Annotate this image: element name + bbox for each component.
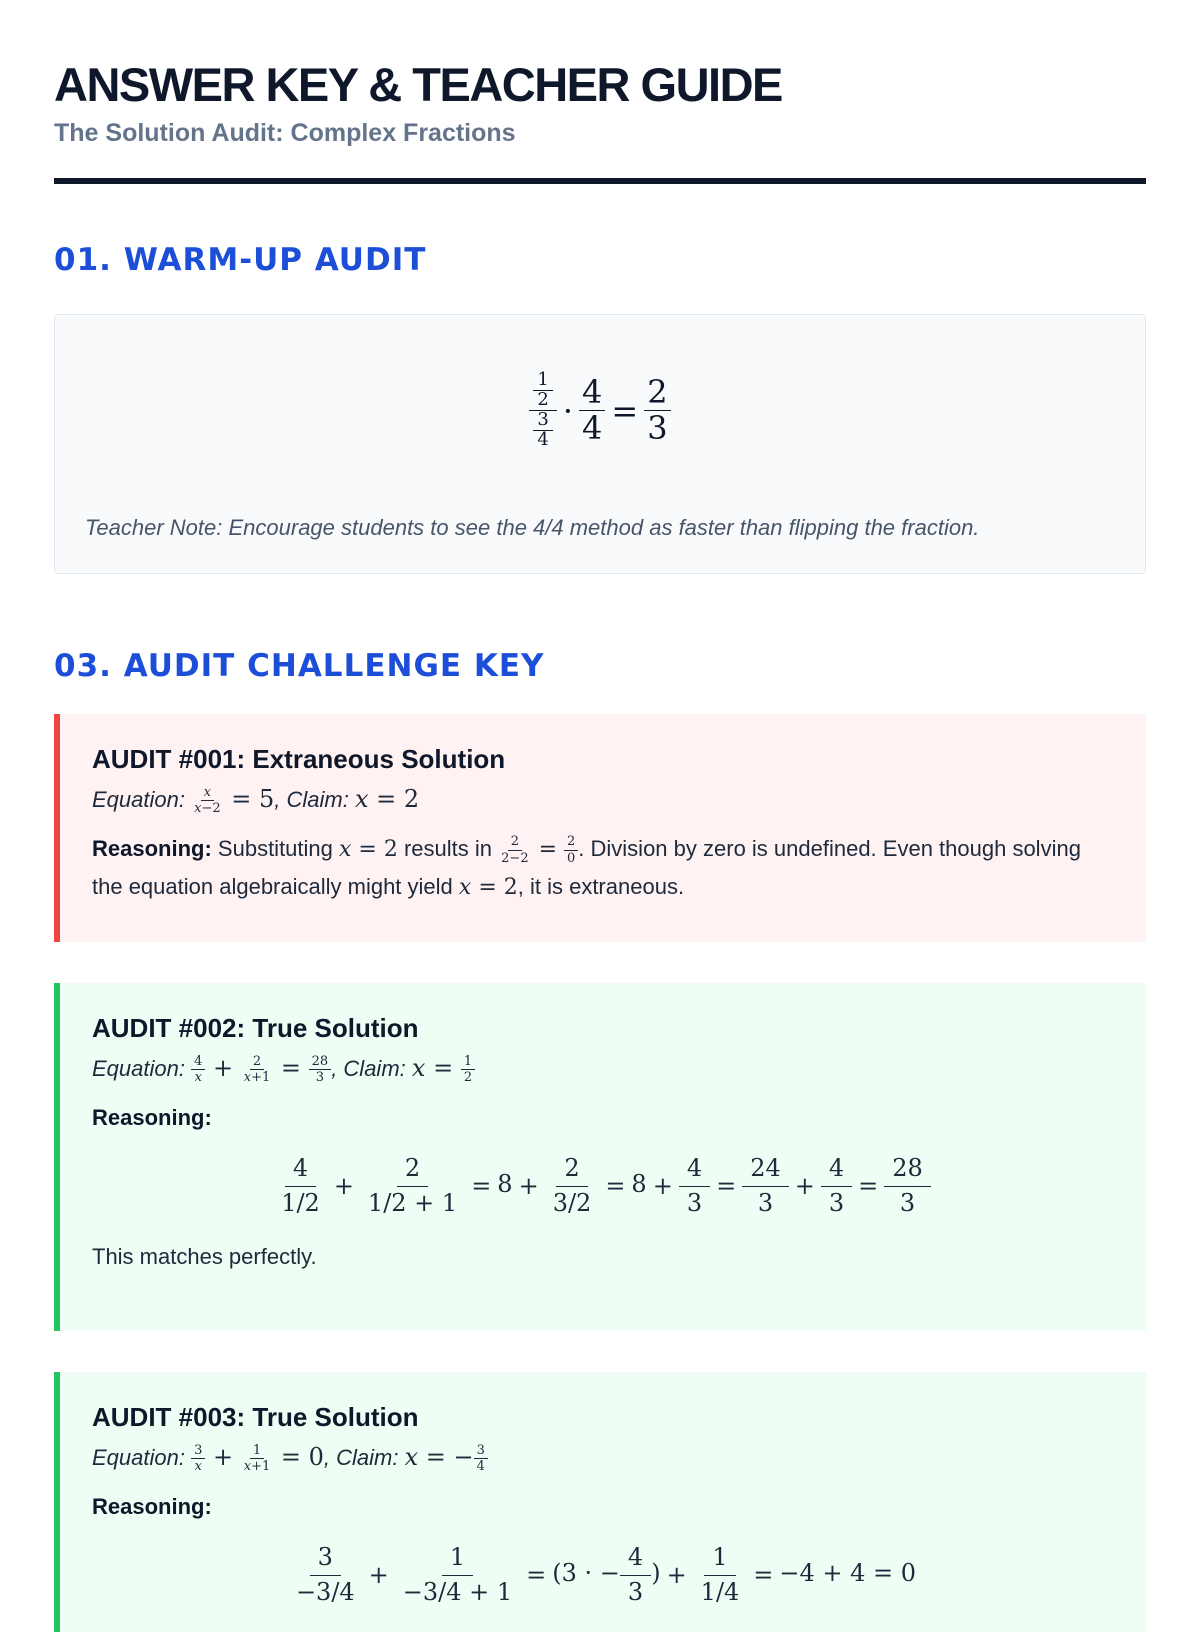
warmup-equation: $\frac{\frac{1}{2}}{\frac{3}{4}}$ · $\frac{4}{4}$ = $\frac{2}{3}$ <box>55 371 1145 450</box>
audit-equation: Equation: $\frac{3}{x}$ + $\frac{1}{x+1}$ = 0, Claim: x = − $\frac{3}{4}$ <box>92 1443 1112 1474</box>
audit-reasoning-label: Reasoning: <box>92 1494 212 1520</box>
audit-title: AUDIT #002: True Solution <box>92 1013 419 1044</box>
audit-reasoning: Reasoning: Substituting x = 2 results in $\frac{2}{2-2}$ = $\frac{2}{0}$ . Division by zero is undefined. Even though solving the equation algebraically might yield x = 2, it is extraneous. <box>92 833 1081 901</box>
complex-fraction: $\frac{\frac{1}{2}}{\frac{3}{4}}$ <box>529 371 556 450</box>
audit-card-001 <box>54 714 1146 942</box>
audit-equation: Equation: $\frac{x}{x-2}$ = 5, Claim: x = 2 <box>92 784 420 817</box>
audit-card-003 <box>54 1372 1146 1632</box>
section-title-challenge: 03. AUDIT CHALLENGE KEY <box>54 648 545 685</box>
teacher-note: Teacher Note: Encourage students to see the 4/4 method as faster than flipping the fraction. <box>85 515 980 541</box>
audit-title: AUDIT #001: Extraneous Solution <box>92 744 506 775</box>
page-title: ANSWER KEY & TEACHER GUIDE <box>54 58 782 111</box>
audit-title: AUDIT #003: True Solution <box>92 1402 419 1433</box>
result-fraction: $\frac{2}{3}$ <box>644 376 670 446</box>
audit-card-002 <box>54 983 1146 1331</box>
audit-equation: Equation: $\frac{4}{x}$ + $\frac{2}{x+1}$ = $\frac{28}{3}$ , Claim: x = $\frac{1}{2}$ <box>92 1054 1112 1085</box>
warmup-box <box>54 314 1146 574</box>
audit-conclusion: This matches perfectly. <box>92 1243 317 1269</box>
header-divider <box>54 178 1146 184</box>
audit-derivation: $\frac{4}{1/2}$ + $\frac{2}{1/2 + 1}$ = 8 + $\frac{2}{3/2}$ = 8 + $\frac{4}{3}$ = $\frac{24}{3}$ + $\frac{4}{3}$ = $\frac{28}{3}$ <box>92 1156 1112 1215</box>
audit-reasoning-label: Reasoning: <box>92 1105 212 1131</box>
page-subtitle: The Solution Audit: Complex Fractions <box>54 119 516 148</box>
multiplier-fraction: $\frac{4}{4}$ <box>579 376 605 446</box>
audit-derivation: $\frac{3}{-3/4}$ + $\frac{1}{-3/4 + 1}$ = (3 · − $\frac{4}{3}$ ) + $\frac{1}{1/4}$ = −4 + 4 = 0 <box>295 1543 917 1606</box>
section-title-warmup: 01. WARM-UP AUDIT <box>54 242 427 279</box>
